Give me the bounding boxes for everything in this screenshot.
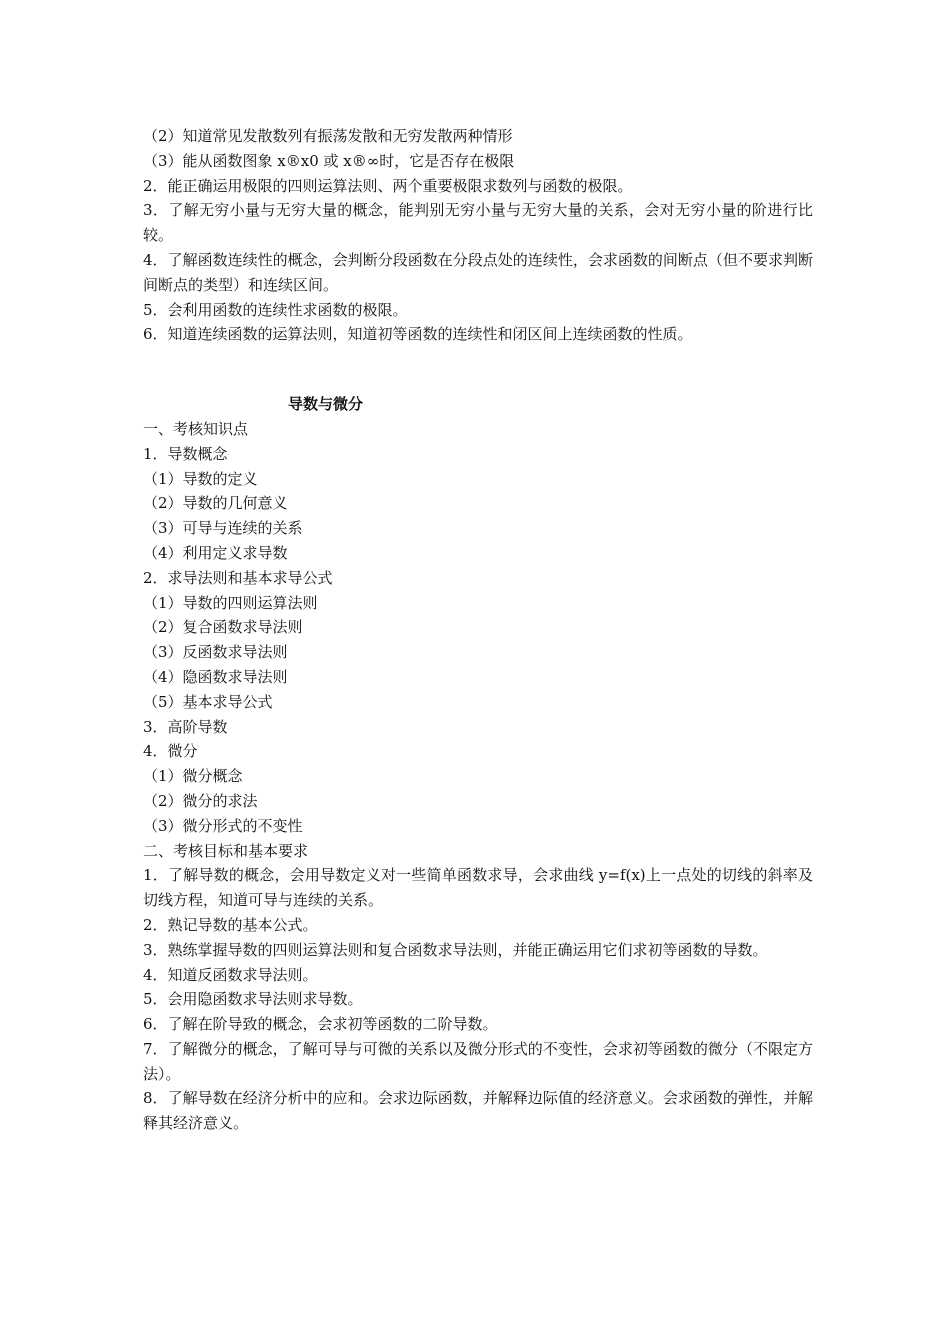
text-paragraph: 5．会利用函数的连续性求函数的极限。 bbox=[143, 300, 408, 319]
text-line: （2）知道常见发散数列有振荡发散和无穷发散两种情形 bbox=[143, 127, 513, 145]
text-paragraph: 1．了解导数的概念，会用导数定义对一些简单函数求导，会求曲线 y=f(x)上一点处的切线的斜率及切线方程，知道可导与连续的关系。 bbox=[143, 866, 813, 910]
requirements-block bbox=[143, 863, 813, 1136]
text-paragraph: 6．知道连续函数的运算法则，知道初等函数的连续性和闭区间上连续函数的性质。 bbox=[143, 325, 693, 344]
document-page bbox=[143, 124, 813, 1136]
text-paragraph: 4．了解函数连续性的概念，会判断分段函数在分段点处的连续性，会求函数的间断点（但不要求判断间断点的类型）和连续区间。 bbox=[143, 250, 813, 294]
section-spacer bbox=[143, 347, 813, 392]
text-line: （1）导数的定义 bbox=[143, 469, 258, 488]
limit-requirements-block bbox=[143, 124, 813, 347]
knowledge-points-block bbox=[143, 417, 813, 863]
text-line: （2）微分的求法 bbox=[143, 791, 258, 810]
text-paragraph: 3．了解无穷小量与无穷大量的概念，能判别无穷小量与无穷大量的关系，会对无穷小量的阶进行比较。 bbox=[143, 201, 813, 245]
text-paragraph: 2．熟记导数的基本公式。 bbox=[143, 915, 318, 934]
text-line: （1）微分概念 bbox=[143, 767, 243, 786]
text-line: （4）隐函数求导法则 bbox=[143, 667, 288, 686]
text-paragraph: 5．会用隐函数求导法则求导数。 bbox=[143, 990, 363, 1009]
text-paragraph: 4．知道反函数求导法则。 bbox=[143, 965, 318, 984]
text-paragraph: 2．能正确运用极限的四则运算法则、两个重要极限求数列与函数的极限。 bbox=[143, 176, 633, 195]
text-line: 3．高阶导数 bbox=[143, 717, 228, 736]
text-paragraph: 3．熟练掌握导数的四则运算法则和复合函数求导法则，并能正确运用它们求初等函数的导数。 bbox=[143, 940, 768, 959]
text-line: 二、考核目标和基本要求 bbox=[143, 841, 309, 860]
text-line: 1．导数概念 bbox=[143, 444, 228, 463]
text-line: （3）微分形式的不变性 bbox=[143, 816, 303, 835]
text-paragraph: 6．了解在阶导致的概念，会求初等函数的二阶导数。 bbox=[143, 1015, 498, 1034]
text-line: （3）能从函数图象 x®x0 或 x®∞时，它是否存在极限 bbox=[143, 151, 515, 170]
text-line: （3）可导与连续的关系 bbox=[143, 519, 303, 538]
text-line: （3）反函数求导法则 bbox=[143, 643, 288, 662]
text-line: 一、考核知识点 bbox=[143, 419, 249, 438]
text-line: 2．求导法则和基本求导公式 bbox=[143, 568, 333, 587]
section-title: 导数与微分 bbox=[288, 395, 364, 414]
text-line: （4）利用定义求导数 bbox=[143, 543, 288, 562]
text-paragraph: 7．了解微分的概念，了解可导与可微的关系以及微分形式的不变性，会求初等函数的微分（不限定方法）。 bbox=[143, 1039, 813, 1083]
text-line: （5）基本求导公式 bbox=[143, 692, 273, 711]
text-line: （1）导数的四则运算法则 bbox=[143, 593, 318, 612]
text-line: 4．微分 bbox=[143, 742, 198, 761]
text-paragraph: 8．了解导数在经济分析中的应和。会求边际函数，并解释边际值的经济意义。会求函数的弹性，并解释其经济意义。 bbox=[143, 1089, 813, 1133]
text-line: （2）导数的几何意义 bbox=[143, 494, 288, 513]
text-line: （2）复合函数求导法则 bbox=[143, 618, 303, 637]
